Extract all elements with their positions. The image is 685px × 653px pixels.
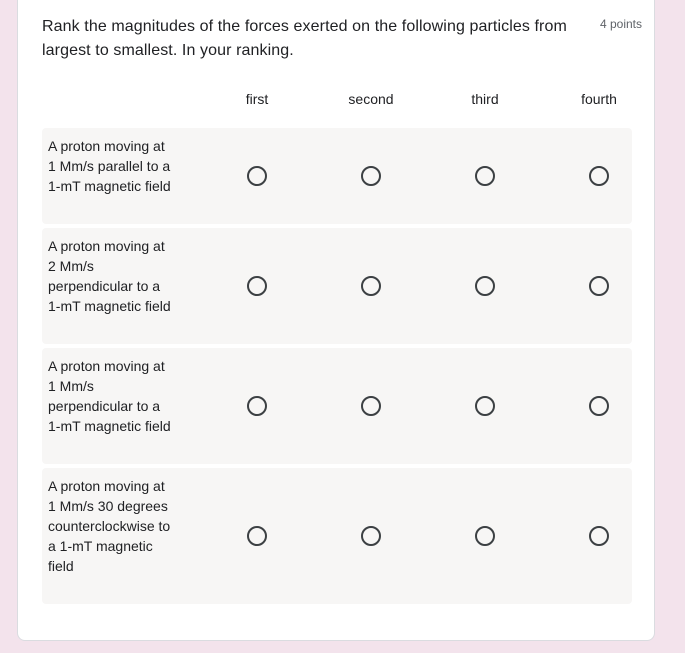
radio-row4-third[interactable] [475, 526, 495, 546]
row-label: A proton moving at 1 Mm/s perpendicular to a 1-mT magnetic field [48, 358, 171, 434]
radio-row4-fourth[interactable] [589, 526, 609, 546]
radio-row2-fourth[interactable] [589, 276, 609, 296]
radio-row4-second[interactable] [361, 526, 381, 546]
question-card [17, 0, 655, 641]
grid-rows [42, 128, 632, 608]
radio-row2-second[interactable] [361, 276, 381, 296]
column-header-third: third [471, 91, 499, 107]
radio-row3-first[interactable] [247, 396, 267, 416]
radio-row1-first[interactable] [247, 166, 267, 186]
grid-row [42, 228, 632, 344]
radio-row4-first[interactable] [247, 526, 267, 546]
grid-row [42, 128, 632, 224]
grid-column-headers [42, 91, 632, 111]
column-header-first: first [245, 91, 269, 107]
radio-row3-second[interactable] [361, 396, 381, 416]
column-header-second: second [348, 91, 394, 107]
column-header-fourth: fourth [581, 91, 617, 107]
radio-row3-third[interactable] [475, 396, 495, 416]
points-badge: 4 points [599, 17, 642, 31]
radio-row1-third[interactable] [475, 166, 495, 186]
radio-row2-first[interactable] [247, 276, 267, 296]
grid-row [42, 468, 632, 604]
radio-row2-third[interactable] [475, 276, 495, 296]
radio-row3-fourth[interactable] [589, 396, 609, 416]
grid-row [42, 348, 632, 464]
question-title: Rank the magnitudes of the forces exerted on the following particles from largest to smallest. In your ranking. [42, 18, 567, 59]
radio-row1-second[interactable] [361, 166, 381, 186]
question-header [42, 15, 642, 63]
row-label: A proton moving at 1 Mm/s parallel to a 1-mT magnetic field [48, 138, 171, 194]
row-label: A proton moving at 1 Mm/s 30 degrees counterclockwise to a 1-mT magnetic field [48, 478, 171, 574]
row-label: A proton moving at 2 Mm/s perpendicular to a 1-mT magnetic field [48, 238, 171, 314]
radio-row1-fourth[interactable] [589, 166, 609, 186]
